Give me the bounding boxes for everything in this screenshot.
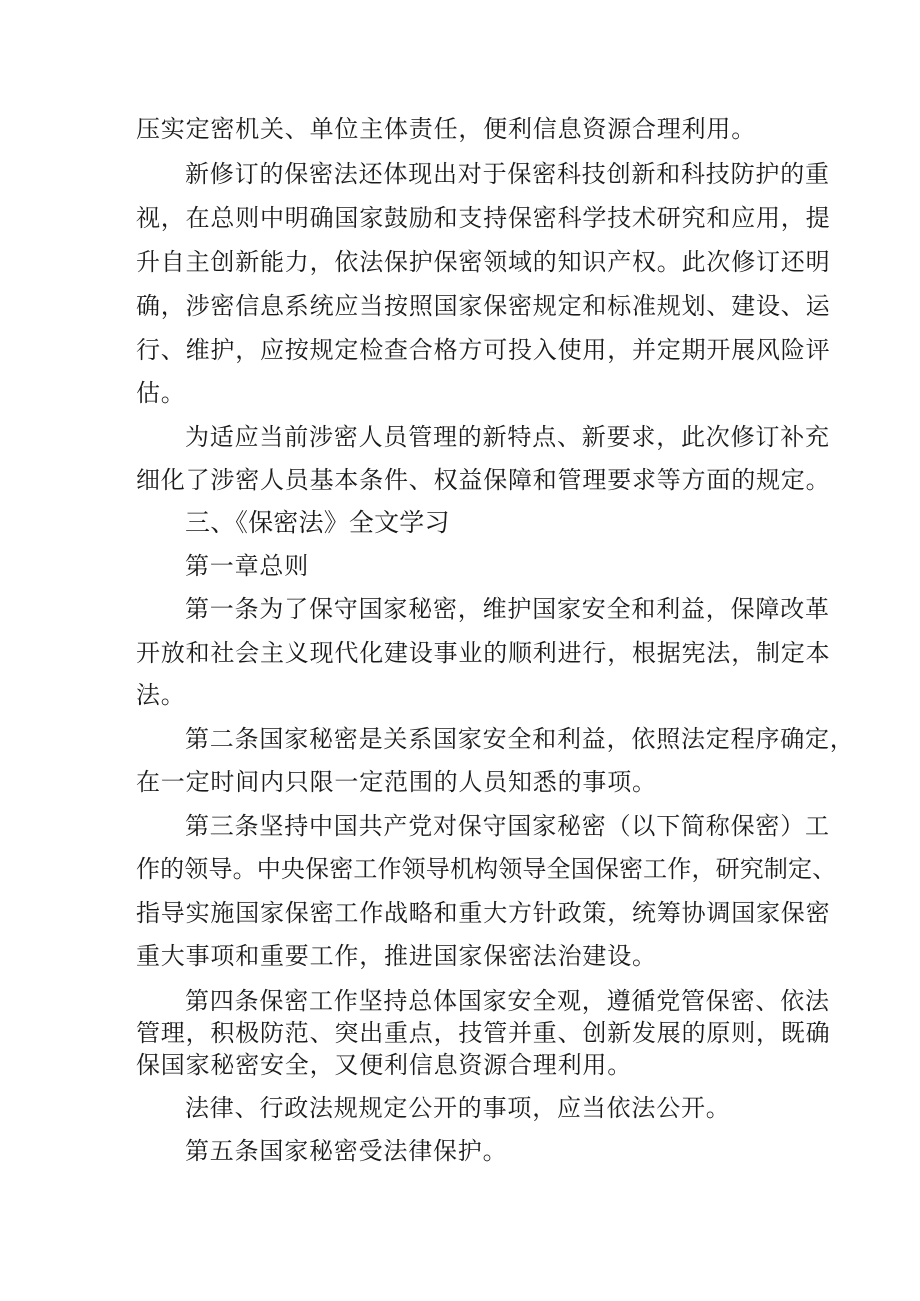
article-line: 在一定时间内只限一定范围的人员知悉的事项。 — [136, 768, 657, 796]
article-line: 第四条保密工作坚持总体国家安全观，遵循党管保密、依法 — [185, 987, 830, 1015]
paragraph-line: 估。 — [136, 379, 186, 407]
paragraph-line: 升自主创新能力，依法保护保密领域的知识产权。此次修订还明 — [136, 248, 831, 276]
paragraph-line: 新修订的保密法还体现出对于保密科技创新和科技防护的重 — [185, 160, 830, 188]
paragraph-line: 视，在总则中明确国家鼓励和支持保密科学技术研究和应用，提 — [136, 204, 831, 232]
paragraph-line: 行、维护，应按规定检查合格方可投入使用，并定期开展风险评 — [136, 336, 831, 364]
paragraph-line: 为适应当前涉密人员管理的新特点、新要求，此次修订补充 — [185, 423, 830, 451]
article-line: 管理，积极防范、突出重点，技管并重、创新发展的原则，既确 — [136, 1019, 831, 1047]
article-line: 指导实施国家保密工作战略和重大方针政策，统筹协调国家保密 — [136, 899, 831, 927]
article-line: 法律、行政法规规定公开的事项，应当依法公开。 — [185, 1094, 731, 1122]
article-line: 保国家秘密安全，又便利信息资源合理利用。 — [136, 1051, 632, 1079]
article-line: 法。 — [136, 681, 186, 709]
section-heading: 三、《保密法》全文学习 — [185, 509, 450, 537]
article-line: 重大事项和重要工作，推进国家保密法治建设。 — [136, 942, 657, 970]
article-line: 第一条为了保守国家秘密，维护国家安全和利益，保障改革 — [185, 595, 830, 623]
article-line: 开放和社会主义现代化建设事业的顺利进行，根据宪法，制定本 — [136, 639, 831, 667]
article-line: 第二条国家秘密是关系国家安全和利益，依照法定程序确定， — [185, 725, 855, 753]
article-line: 作的领导。中央保密工作领导机构领导全国保密工作，研究制定、 — [136, 855, 837, 883]
paragraph-line: 压实定密机关、单位主体责任，便利信息资源合理利用。 — [136, 115, 756, 143]
article-line: 第五条国家秘密受法律保护。 — [185, 1137, 508, 1165]
article-line: 第三条坚持中国共产党对保守国家秘密（以下简称保密）工 — [185, 812, 830, 840]
paragraph-line: 确，涉密信息系统应当按照国家保密规定和标准规划、建设、运 — [136, 292, 831, 320]
paragraph-line: 细化了涉密人员基本条件、权益保障和管理要求等方面的规定。 — [136, 466, 831, 494]
chapter-title: 第一章总则 — [185, 552, 309, 580]
